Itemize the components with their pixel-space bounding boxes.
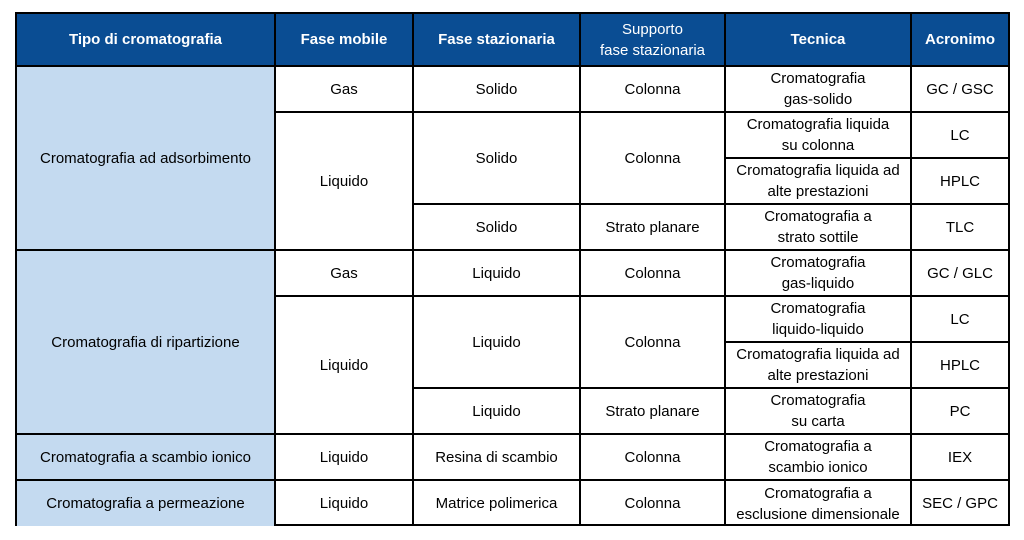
acronym-cell: GC / GSC <box>911 66 1008 112</box>
acronym-cell: PC <box>911 388 1008 434</box>
stationary-phase-cell: Solido <box>413 66 580 112</box>
acronym-cell: IEX <box>911 434 1008 480</box>
stationary-phase-cell: Solido <box>413 204 580 250</box>
header-stationary-phase: Fase stazionaria <box>413 14 580 66</box>
technique-line: alte prestazioni <box>767 183 869 200</box>
technique-cell <box>725 158 911 204</box>
acronym-cell: HPLC <box>911 158 1008 204</box>
table-row <box>17 66 1008 112</box>
acronym-cell: SEC / GPC <box>911 480 1008 526</box>
technique-line: Cromatografia liquida ad <box>736 346 900 363</box>
type-ion-exchange: Cromatografia a scambio ionico <box>17 434 275 480</box>
technique-line: liquido-liquido <box>772 321 864 338</box>
technique-cell <box>725 388 911 434</box>
support-cell: Colonna <box>580 296 725 388</box>
mobile-phase-cell: Liquido <box>275 296 413 434</box>
acronym-cell: TLC <box>911 204 1008 250</box>
mobile-phase-cell: Gas <box>275 66 413 112</box>
technique-line: Cromatografia a <box>764 438 872 455</box>
header-row <box>17 14 1008 66</box>
stationary-phase-cell: Liquido <box>413 250 580 296</box>
technique-cell <box>725 296 911 342</box>
technique-line: Cromatografia a <box>764 208 872 225</box>
acronym-cell: LC <box>911 112 1008 158</box>
header-support-line-1: Supporto <box>622 20 683 38</box>
support-cell: Strato planare <box>580 204 725 250</box>
technique-cell <box>725 66 911 112</box>
header-support <box>580 14 725 66</box>
technique-line: Cromatografia <box>770 70 866 87</box>
acronym-cell: LC <box>911 296 1008 342</box>
header-type: Tipo di cromatografia <box>17 14 275 66</box>
header-mobile-phase: Fase mobile <box>275 14 413 66</box>
table-row <box>17 250 1008 296</box>
acronym-cell: HPLC <box>911 342 1008 388</box>
technique-line: scambio ionico <box>768 459 868 476</box>
mobile-phase-cell: Liquido <box>275 434 413 480</box>
technique-cell <box>725 480 911 526</box>
technique-cell <box>725 204 911 250</box>
header-technique: Tecnica <box>725 14 911 66</box>
type-permeation: Cromatografia a permeazione <box>17 480 275 526</box>
technique-line: Cromatografia <box>770 300 866 317</box>
support-cell: Strato planare <box>580 388 725 434</box>
table-row <box>17 434 1008 480</box>
stationary-phase-cell: Liquido <box>413 296 580 388</box>
support-cell: Colonna <box>580 250 725 296</box>
type-partition: Cromatografia di ripartizione <box>17 250 275 434</box>
support-cell: Colonna <box>580 434 725 480</box>
chromatography-table <box>17 14 1008 526</box>
stationary-phase-cell: Liquido <box>413 388 580 434</box>
support-cell: Colonna <box>580 112 725 204</box>
technique-line: Cromatografia <box>770 254 866 271</box>
technique-line: gas-liquido <box>781 275 855 292</box>
acronym-cell: GC / GLC <box>911 250 1008 296</box>
stationary-phase-cell: Resina di scambio <box>413 434 580 480</box>
stationary-phase-cell: Matrice polimerica <box>413 480 580 526</box>
mobile-phase-cell: Gas <box>275 250 413 296</box>
mobile-phase-cell: Liquido <box>275 112 413 250</box>
technique-cell <box>725 434 911 480</box>
technique-line: strato sottile <box>777 229 859 246</box>
technique-line: su carta <box>791 413 845 430</box>
technique-cell <box>725 250 911 296</box>
type-adsorption: Cromatografia ad adsorbimento <box>17 66 275 250</box>
header-acronym: Acronimo <box>911 14 1008 66</box>
mobile-phase-cell: Liquido <box>275 480 413 526</box>
technique-line: esclusione dimensionale <box>736 505 900 523</box>
chromatography-table-frame <box>15 12 1010 526</box>
technique-line: Cromatografia a <box>764 484 872 502</box>
technique-line: Cromatografia liquida ad <box>736 162 900 179</box>
technique-line: Cromatografia <box>770 392 866 409</box>
technique-line: su colonna <box>781 137 855 154</box>
table-row <box>17 480 1008 526</box>
header-support-line-2: fase stazionaria <box>599 41 706 59</box>
support-cell: Colonna <box>580 66 725 112</box>
stationary-phase-cell: Solido <box>413 112 580 204</box>
technique-cell <box>725 112 911 158</box>
support-cell: Colonna <box>580 480 725 526</box>
technique-line: alte prestazioni <box>767 367 869 384</box>
technique-line: gas-solido <box>783 91 853 108</box>
technique-cell <box>725 342 911 388</box>
technique-line: Cromatografia liquida <box>746 116 890 133</box>
